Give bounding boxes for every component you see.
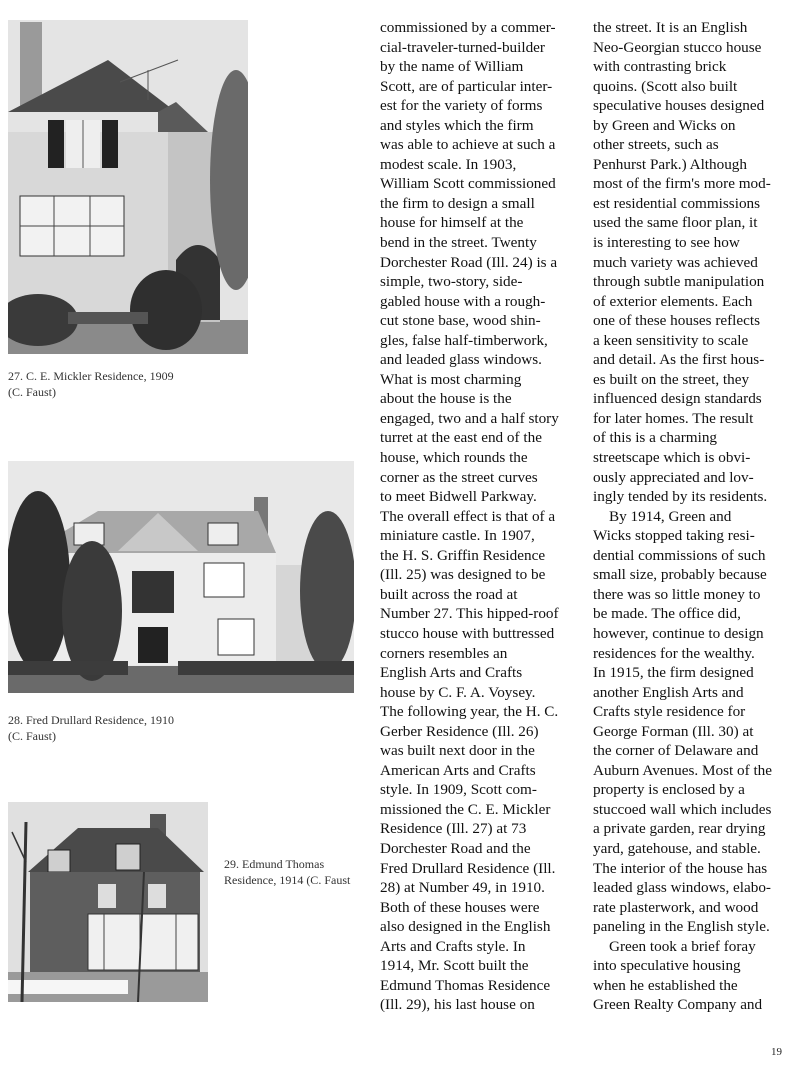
text-line: was built next door in the: [380, 742, 535, 760]
text-line: William Scott commissioned: [380, 175, 556, 193]
text-line: dential commissions of such: [593, 546, 766, 564]
text-line: style. In 1909, Scott com-: [380, 781, 537, 799]
text-line: used the same floor plan, it: [593, 214, 758, 232]
text-line: Fred Drullard Residence (Ill.: [380, 859, 556, 877]
text-line: Scott, are of particular inter-: [380, 77, 553, 95]
text-line: (Ill. 29), his last house on: [380, 996, 535, 1014]
caption-line: 28. Fred Drullard Residence, 1910: [8, 713, 174, 727]
text-line: residences for the wealthy.: [593, 644, 755, 662]
text-line: est residential commissions: [593, 194, 761, 212]
text-line: In 1915, the firm designed: [593, 664, 754, 682]
text-line: Edmund Thomas Residence: [380, 976, 551, 994]
text-line: a private garden, rear drying: [593, 820, 766, 838]
text-column-left: [380, 18, 576, 1015]
caption-credit: Residence, 1914 (C. Faust: [224, 873, 351, 887]
text-line: through subtle manipulation: [593, 273, 765, 291]
text-line: bend in the street. Twenty: [380, 234, 537, 252]
text-line: Auburn Avenues. Most of the: [593, 761, 772, 779]
text-line: house for himself at the: [380, 214, 524, 232]
caption-line: 27. C. E. Mickler Residence, 1909: [8, 369, 174, 383]
text-line: another English Arts and: [593, 683, 744, 701]
text-line: Neo-Georgian stucco house: [593, 38, 762, 56]
text-line: engaged, two and a half story: [380, 409, 559, 427]
text-line: American Arts and Crafts: [380, 761, 536, 779]
text-line: was able to achieve at such a: [380, 136, 556, 154]
text-line: to meet Bidwell Parkway.: [380, 488, 537, 506]
text-line: corners resembles an: [380, 644, 508, 662]
text-line: What is most charming: [380, 370, 522, 388]
text-line: is interesting to see how: [593, 234, 740, 252]
text-line: commissioned by a commer-: [380, 19, 556, 36]
photo-mickler-residence: [8, 20, 248, 354]
text-line: property is enclosed by a: [593, 781, 745, 799]
text-line: built across the road at: [380, 585, 518, 603]
text-line: streetscape which is obvi-: [593, 449, 751, 467]
text-line: simple, two-story, side-: [380, 273, 523, 291]
text-line: By 1914, Green and: [609, 507, 732, 525]
text-line: cial-traveler-turned-builder: [380, 38, 545, 56]
text-line: the street. It is an English: [593, 19, 748, 36]
text-line: house, which rounds the: [380, 449, 528, 467]
text-line: the firm to design a small: [380, 194, 535, 212]
text-line: English Arts and Crafts: [380, 664, 523, 682]
text-line: leaded glass windows, elabo-: [593, 879, 771, 897]
caption-credit: (C. Faust): [8, 729, 56, 743]
text-line: there was so little money to: [593, 585, 761, 603]
text-line: into speculative housing: [593, 957, 741, 975]
text-line: Arts and Crafts style. In: [380, 937, 526, 955]
text-line: yard, gatehouse, and stable.: [593, 839, 761, 857]
text-line: the corner of Delaware and: [593, 742, 759, 760]
text-line: est for the variety of forms: [380, 97, 543, 115]
text-line: paneling in the English style.: [593, 918, 770, 936]
text-line: Dorchester Road and the: [380, 839, 531, 857]
caption-line: 29. Edmund Thomas: [224, 857, 325, 871]
text-line: speculative houses designed: [593, 97, 765, 115]
caption-thomas: [224, 856, 374, 888]
text-line: by Green and Wicks on: [593, 116, 736, 134]
text-line: ously appreciated and lov-: [593, 468, 754, 486]
text-line: George Forman (Ill. 30) at: [593, 722, 754, 740]
text-line: and leaded glass windows.: [380, 351, 542, 369]
text-line: quoins. (Scott also built: [593, 77, 738, 95]
text-line: of this is a charming: [593, 429, 718, 447]
text-line: corner as the street curves: [380, 468, 538, 486]
text-line: one of these houses reflects: [593, 312, 761, 330]
text-line: The overall effect is that of a: [380, 507, 556, 525]
text-line: of exterior elements. Each: [593, 292, 753, 310]
text-line: modest scale. In 1903,: [380, 155, 517, 173]
text-line: Dorchester Road (Ill. 24) is a: [380, 253, 558, 271]
text-line: Residence (Ill. 27) at 73: [380, 820, 527, 838]
text-line: influenced design standards: [593, 390, 762, 408]
text-line: The following year, the H. C.: [380, 703, 559, 721]
photo-drullard-residence: [8, 461, 354, 693]
caption-credit: (C. Faust): [8, 385, 56, 399]
text-line: Penhurst Park.) Although: [593, 155, 747, 173]
page-number: 19: [771, 1046, 782, 1058]
text-line: about the house is the: [380, 390, 512, 408]
text-column-right: [593, 18, 789, 1015]
text-line: cut stone base, wood shin-: [380, 312, 541, 330]
text-line: turret at the east end of the: [380, 429, 542, 447]
text-line: other streets, such as: [593, 136, 719, 154]
text-line: and styles which the firm: [380, 116, 534, 134]
text-line: the H. S. Griffin Residence: [380, 546, 546, 564]
text-line: small size, probably because: [593, 566, 767, 584]
text-line: much variety was achieved: [593, 253, 758, 271]
text-line: stuccoed wall which includes: [593, 800, 772, 818]
text-line: Number 27. This hipped-roof: [380, 605, 559, 623]
text-line: Both of these houses were: [380, 898, 540, 916]
text-line: miniature castle. In 1907,: [380, 527, 535, 545]
text-line: gles, false half-timberwork,: [380, 331, 548, 349]
text-line: gabled house with a rough-: [380, 292, 546, 310]
text-line: ingly tended by its residents.: [593, 488, 768, 506]
text-line: Gerber Residence (Ill. 26): [380, 722, 539, 740]
text-line: when he established the: [593, 976, 738, 994]
text-line: Crafts style residence for: [593, 703, 746, 721]
text-line: es built on the street, they: [593, 370, 750, 388]
caption-mickler: [8, 368, 248, 400]
text-line: 28) at Number 49, in 1910.: [380, 879, 545, 897]
text-line: however, continue to design: [593, 624, 764, 642]
text-line: most of the firm's more mod-: [593, 175, 771, 193]
text-line: a keen sensitivity to scale: [593, 331, 749, 349]
text-line: with contrasting brick: [593, 58, 727, 76]
text-line: missioned the C. E. Mickler: [380, 800, 551, 818]
text-line: 1914, Mr. Scott built the: [380, 957, 529, 975]
text-line: rate plasterwork, and wood: [593, 898, 759, 916]
text-line: stucco house with buttressed: [380, 624, 555, 642]
text-line: for later homes. The result: [593, 409, 754, 427]
text-line: also designed in the English: [380, 918, 551, 936]
text-line: Wicks stopped taking resi-: [593, 527, 755, 545]
text-line: by the name of William: [380, 58, 524, 76]
text-line: and detail. As the first hous-: [593, 351, 765, 369]
photo-thomas-residence: [8, 802, 208, 1002]
text-line: The interior of the house has: [593, 859, 768, 877]
text-line: Green took a brief foray: [609, 937, 756, 955]
text-line: Green Realty Company and: [593, 996, 763, 1014]
text-line: house by C. F. A. Voysey.: [380, 683, 536, 701]
text-line: (Ill. 25) was designed to be: [380, 566, 546, 584]
caption-drullard: [8, 712, 354, 744]
text-line: be made. The office did,: [593, 605, 741, 623]
